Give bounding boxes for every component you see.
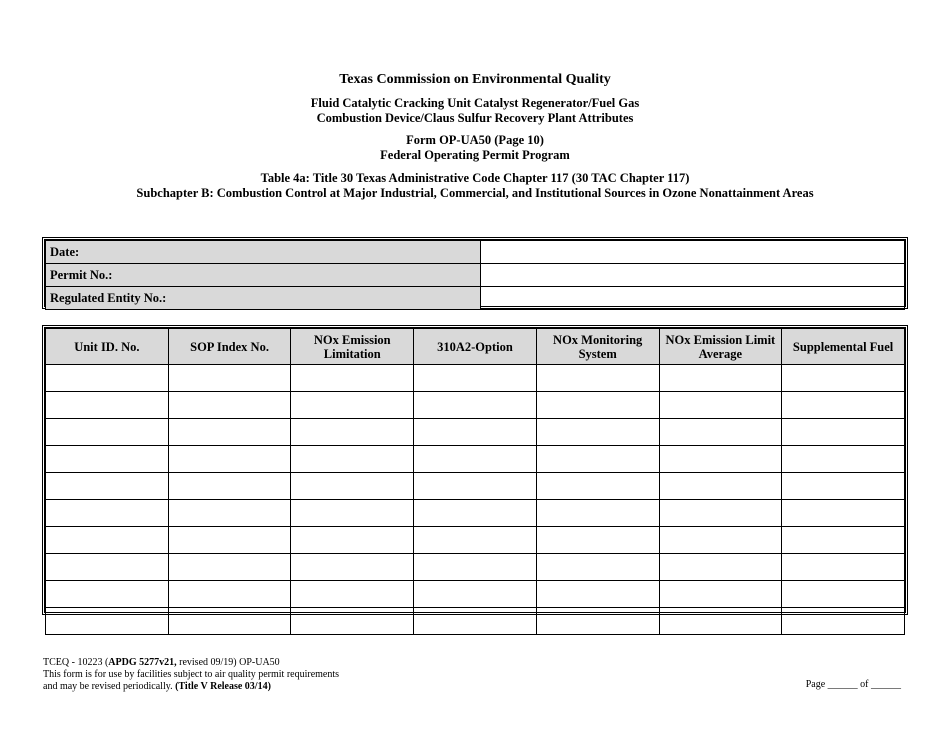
table-cell[interactable] <box>536 581 659 608</box>
table-cell[interactable] <box>414 527 537 554</box>
table-cell[interactable] <box>659 446 782 473</box>
table-cell[interactable] <box>782 473 905 500</box>
col-sop-index: SOP Index No. <box>168 329 291 365</box>
table-title-line-1: Table 4a: Title 30 Texas Administrative Code Chapter 117 (30 TAC Chapter 117) <box>260 171 690 185</box>
table-cell[interactable] <box>414 581 537 608</box>
table-cell[interactable] <box>782 446 905 473</box>
table-cell[interactable] <box>536 446 659 473</box>
col-unit-id: Unit ID. No. <box>46 329 169 365</box>
table-row <box>46 473 905 500</box>
table-cell[interactable] <box>46 608 169 635</box>
table-row <box>46 392 905 419</box>
table-cell[interactable] <box>291 473 414 500</box>
table-cell[interactable] <box>414 419 537 446</box>
table-cell[interactable] <box>168 365 291 392</box>
form-subtitle <box>0 96 950 126</box>
table-row <box>46 446 905 473</box>
table-cell[interactable] <box>291 446 414 473</box>
col-nox-emission-limitation: NOx Emission Limitation <box>291 329 414 365</box>
agency-title <box>0 72 950 88</box>
table-row <box>46 581 905 608</box>
table-cell[interactable] <box>168 554 291 581</box>
revision-info: revised 09/19) OP-UA50 <box>176 657 280 668</box>
table-cell[interactable] <box>782 581 905 608</box>
date-label: Date: <box>46 241 481 264</box>
table-cell[interactable] <box>46 365 169 392</box>
table-body <box>46 365 905 635</box>
form-footer <box>43 657 339 693</box>
attributes-table <box>42 325 908 615</box>
table-cell[interactable] <box>291 365 414 392</box>
table-cell[interactable] <box>168 581 291 608</box>
table-cell[interactable] <box>782 392 905 419</box>
apdg-code: APDG 5277v21, <box>108 657 177 668</box>
table-cell[interactable] <box>291 527 414 554</box>
table-cell[interactable] <box>291 608 414 635</box>
table-cell[interactable] <box>168 500 291 527</box>
table-cell[interactable] <box>168 446 291 473</box>
date-field[interactable] <box>481 241 905 264</box>
table-cell[interactable] <box>46 419 169 446</box>
table-row <box>46 500 905 527</box>
table-cell[interactable] <box>168 392 291 419</box>
entity-label: Regulated Entity No.: <box>46 287 481 310</box>
footer-line-1 <box>43 657 339 669</box>
table-cell[interactable] <box>168 527 291 554</box>
table-cell[interactable] <box>414 473 537 500</box>
table-cell[interactable] <box>659 392 782 419</box>
table-row <box>46 365 905 392</box>
footer-line-2: This form is for use by facilities subject to air quality permit requirements <box>43 669 340 680</box>
table-cell[interactable] <box>46 554 169 581</box>
table-cell[interactable] <box>536 365 659 392</box>
col-nox-emission-limit-average: NOx Emission Limit Average <box>659 329 782 365</box>
form-number: Form OP-UA50 (Page 10) <box>406 133 544 147</box>
release-info: (Title V Release 03/14) <box>175 681 271 692</box>
table-cell[interactable] <box>659 554 782 581</box>
table-cell[interactable] <box>414 365 537 392</box>
table-cell[interactable] <box>168 608 291 635</box>
table-cell[interactable] <box>782 608 905 635</box>
table-cell[interactable] <box>536 500 659 527</box>
table-cell[interactable] <box>536 419 659 446</box>
table-cell[interactable] <box>291 554 414 581</box>
table-cell[interactable] <box>782 365 905 392</box>
table-cell[interactable] <box>46 500 169 527</box>
col-nox-monitoring-system: NOx Monitoring System <box>536 329 659 365</box>
subtitle-line-1: Fluid Catalytic Cracking Unit Catalyst Regenerator/Fuel Gas <box>310 96 640 110</box>
subtitle-line-2: Combustion Device/Claus Sulfur Recovery Plant Attributes <box>316 111 634 125</box>
permit-field[interactable] <box>481 264 905 287</box>
table-cell[interactable] <box>659 365 782 392</box>
table-cell[interactable] <box>659 500 782 527</box>
table-cell[interactable] <box>46 446 169 473</box>
table-cell[interactable] <box>168 473 291 500</box>
table-cell[interactable] <box>291 500 414 527</box>
table-cell[interactable] <box>414 608 537 635</box>
table-cell[interactable] <box>536 527 659 554</box>
table-row <box>46 608 905 635</box>
form-identifier <box>0 133 950 163</box>
agency-name: Texas Commission on Environmental Quality <box>339 72 611 87</box>
table-cell[interactable] <box>536 473 659 500</box>
table-cell[interactable] <box>414 446 537 473</box>
table-cell[interactable] <box>659 608 782 635</box>
table-cell[interactable] <box>46 392 169 419</box>
table-cell[interactable] <box>659 473 782 500</box>
table-row <box>46 554 905 581</box>
footer-line-3-text: and may be revised periodically. <box>43 681 176 692</box>
table-cell[interactable] <box>659 527 782 554</box>
table-cell[interactable] <box>782 419 905 446</box>
table-header-row <box>46 329 905 365</box>
table-row <box>46 419 905 446</box>
form-id-prefix: TCEQ - 10223 ( <box>43 657 109 668</box>
table-cell[interactable] <box>291 419 414 446</box>
table-cell[interactable] <box>414 500 537 527</box>
table-cell[interactable] <box>168 419 291 446</box>
table-cell[interactable] <box>46 473 169 500</box>
table-title-line-2: Subchapter B: Combustion Control at Major Industrial, Commercial, and Institutional Sources in Ozone Nonattainment Areas <box>136 186 814 200</box>
table-cell[interactable] <box>414 554 537 581</box>
table-cell[interactable] <box>536 608 659 635</box>
permit-label: Permit No.: <box>46 264 481 287</box>
footer-line-3 <box>43 681 339 693</box>
table-title <box>0 171 950 201</box>
table-cell[interactable] <box>414 392 537 419</box>
table-cell[interactable] <box>782 554 905 581</box>
table-row <box>46 527 905 554</box>
entity-field[interactable] <box>481 287 905 310</box>
table-cell[interactable] <box>46 527 169 554</box>
table-cell[interactable] <box>536 392 659 419</box>
col-310a2-option: 310A2-Option <box>414 329 537 365</box>
table-cell[interactable] <box>536 554 659 581</box>
table-cell[interactable] <box>291 581 414 608</box>
page-number: Page ______ of ______ <box>805 679 901 690</box>
info-table <box>42 237 908 309</box>
table-cell[interactable] <box>46 581 169 608</box>
table-cell[interactable] <box>659 419 782 446</box>
col-supplemental-fuel: Supplemental Fuel <box>782 329 905 365</box>
table-cell[interactable] <box>659 581 782 608</box>
table-cell[interactable] <box>782 527 905 554</box>
table-cell[interactable] <box>291 392 414 419</box>
table-cell[interactable] <box>782 500 905 527</box>
program-name: Federal Operating Permit Program <box>380 148 570 162</box>
